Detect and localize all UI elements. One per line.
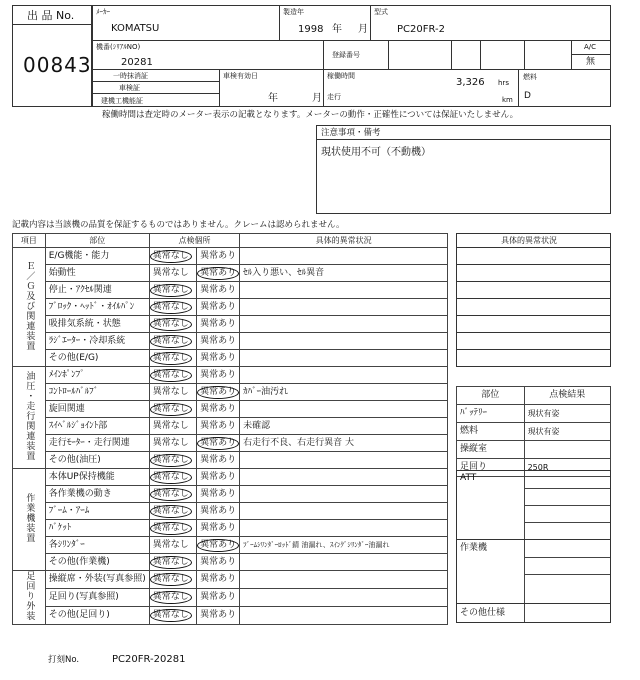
result-row — [457, 423, 611, 441]
model-label: 型式 — [374, 8, 388, 16]
group-label: 作業機装置 — [24, 493, 35, 543]
reg-box-3 — [480, 40, 525, 70]
expiry-month-unit: 月 — [312, 93, 322, 104]
no-abnormal-option: 異常なし — [150, 505, 192, 518]
group-label: Ｅ／Ｇ及び関連装置 — [24, 260, 35, 351]
no-abnormal-cell — [149, 452, 196, 469]
part-cell: 始動性 — [45, 265, 149, 282]
reg-box-4 — [524, 40, 572, 70]
abnormal-cell — [197, 520, 240, 537]
group-label-cell — [13, 571, 46, 625]
result-value: 250R — [524, 459, 610, 477]
no-abnormal-option: 異常なし — [150, 556, 192, 569]
header-detail: 具体的異常状況 — [240, 234, 448, 248]
att-box — [456, 470, 611, 540]
fuel-label: 燃料 — [523, 73, 537, 81]
year-cell — [279, 5, 371, 41]
no-abnormal-cell — [149, 589, 196, 607]
abnormal-option: 異常あり — [200, 610, 237, 620]
detail-cell: ｾﾙ入り悪い、ｾﾙ異音 — [240, 265, 448, 282]
abnormal-option: 異常あり — [200, 488, 237, 499]
part-cell: その他(油圧) — [45, 452, 149, 469]
abnormal-cell — [197, 486, 240, 503]
maker-value: KOMATSU — [111, 23, 160, 34]
abnormal-cell — [197, 367, 240, 384]
abnormal-cell — [197, 418, 240, 435]
no-abnormal-option: 異常なし — [152, 420, 189, 431]
header-check: 点検個所 — [149, 234, 239, 248]
abnormal-option: 異常あり — [200, 250, 237, 261]
result-value: 現状有姿 — [524, 405, 610, 423]
no-abnormal-option: 異常なし — [150, 454, 192, 467]
right-detail-row — [456, 315, 611, 333]
inspection-row — [13, 607, 448, 625]
result-part: 操縦室 — [457, 441, 525, 459]
detail-cell — [240, 503, 448, 520]
abnormal-cell — [197, 299, 240, 316]
no-abnormal-cell — [149, 503, 196, 520]
inspection-row — [13, 571, 448, 589]
group-label-cell — [13, 248, 46, 367]
part-cell: 足回り(写真参照) — [45, 589, 149, 607]
no-abnormal-option: 異常なし — [150, 488, 192, 501]
part-cell: その他(E/G) — [45, 350, 149, 367]
inspection-row — [13, 333, 448, 350]
part-cell: 停止・ｱｸｾﾙ関連 — [45, 282, 149, 299]
abnormal-cell — [197, 350, 240, 367]
serial-label: 機番(ｼﾘｱﾙNO) — [96, 43, 141, 51]
result-value — [524, 441, 610, 459]
detail-cell — [240, 589, 448, 607]
ac-value-cell — [571, 54, 611, 70]
abnormal-cell — [197, 435, 240, 452]
no-abnormal-cell — [149, 607, 196, 625]
caution-label-cell — [316, 125, 611, 140]
detail-cell — [240, 282, 448, 299]
abnormal-cell — [197, 589, 240, 607]
no-abnormal-cell — [149, 350, 196, 367]
detail-cell — [240, 486, 448, 503]
part-cell: ﾗｼﾞｴｰﾀｰ・冷却系統 — [45, 333, 149, 350]
maker-cell — [92, 5, 280, 41]
inspection-header-row — [13, 234, 448, 248]
no-abnormal-option: 異常なし — [152, 267, 189, 278]
no-abnormal-option: 異常なし — [150, 591, 192, 604]
work-line — [524, 574, 610, 575]
vehicle-cert-label: 車検証 — [119, 84, 140, 92]
run-label: 走行 — [327, 93, 341, 101]
temp-cert-label: 一時抹消証 — [113, 72, 148, 80]
right-detail-row — [456, 264, 611, 282]
part-cell: ﾌﾞｰﾑ・ｱｰﾑ — [45, 503, 149, 520]
inspection-row — [13, 384, 448, 401]
abnormal-cell — [197, 265, 240, 282]
detail-cell — [240, 299, 448, 316]
serial-value: 20281 — [121, 57, 153, 68]
expiry-label: 車検有効日 — [223, 72, 258, 80]
reg-label-cell — [323, 40, 389, 70]
inspection-row — [13, 299, 448, 316]
year-label: 製造年 — [283, 8, 304, 16]
detail-cell — [240, 571, 448, 589]
abnormal-cell — [197, 537, 240, 554]
part-cell: 各作業機の動き — [45, 486, 149, 503]
part-cell: ﾊﾞｹｯﾄ — [45, 520, 149, 537]
month-unit: 月 — [358, 24, 368, 35]
abnormal-option: 異常あり — [200, 335, 237, 346]
part-cell: ﾒｲﾝﾎﾟﾝﾌﾟ — [45, 367, 149, 384]
no-abnormal-option: 異常なし — [150, 335, 192, 348]
fuel-value: D — [524, 91, 531, 101]
check-result-header — [457, 387, 611, 405]
no-abnormal-option: 異常なし — [152, 539, 189, 550]
detail-cell — [240, 333, 448, 350]
right-detail-header-label: 具体的異常状況 — [501, 236, 557, 245]
no-abnormal-option: 異常なし — [150, 403, 192, 416]
abnormal-cell — [197, 571, 240, 589]
no-abnormal-option: 異常なし — [150, 369, 192, 382]
result-result-header: 点検結果 — [524, 387, 610, 405]
inspection-row — [13, 248, 448, 265]
no-abnormal-cell — [149, 520, 196, 537]
part-cell: 吸排気系統・状態 — [45, 316, 149, 333]
work-line — [524, 557, 610, 558]
part-cell: 各ｼﾘﾝﾀﾞｰ — [45, 537, 149, 554]
inspection-row — [13, 282, 448, 299]
result-part: ﾊﾞｯﾃﾘｰ — [457, 405, 525, 423]
inspection-row — [13, 265, 448, 282]
abnormal-option: 異常あり — [197, 267, 239, 280]
work-cert-label: 建機工機能証 — [101, 97, 143, 105]
item-no-box — [12, 24, 92, 107]
inspection-row — [13, 367, 448, 384]
abnormal-option: 異常あり — [200, 454, 237, 465]
other-label: その他仕様 — [460, 608, 506, 618]
work-label: 作業機 — [460, 543, 488, 553]
serial-cell — [92, 40, 324, 70]
no-abnormal-cell — [149, 299, 196, 316]
abnormal-option: 異常あり — [200, 352, 237, 363]
part-cell: ｽｲﾍﾞﾙｼﾞｮｲﾝﾄ部 — [45, 418, 149, 435]
part-cell: 走行ﾓｰﾀｰ・走行関連 — [45, 435, 149, 452]
inspection-row — [13, 503, 448, 520]
abnormal-cell — [197, 248, 240, 265]
no-abnormal-option: 異常なし — [150, 301, 192, 314]
hours-label: 稼働時間 — [327, 72, 355, 80]
abnormal-option: 異常あり — [197, 386, 239, 399]
part-cell: その他(作業機) — [45, 554, 149, 571]
inspection-row — [13, 401, 448, 418]
work-divider — [524, 540, 525, 603]
abnormal-option: 異常あり — [200, 420, 237, 431]
ac-value: 無 — [586, 57, 596, 67]
item-no-label-box — [12, 5, 92, 25]
no-abnormal-option: 異常なし — [150, 250, 192, 263]
inspection-row — [13, 469, 448, 486]
detail-cell — [240, 607, 448, 625]
att-line — [524, 522, 610, 523]
detail-cell — [240, 401, 448, 418]
abnormal-option: 異常あり — [200, 505, 237, 516]
att-line — [524, 505, 610, 506]
detail-cell: 未確認 — [240, 418, 448, 435]
abnormal-option: 異常あり — [200, 592, 237, 602]
right-detail-row — [456, 281, 611, 299]
no-abnormal-option: 異常なし — [150, 573, 192, 586]
no-abnormal-option: 異常なし — [152, 386, 189, 397]
hours-unit: hrs — [498, 79, 509, 87]
reg-box-1 — [388, 40, 452, 70]
detail-cell: ﾌﾞｰﾑｼﾘﾝﾀﾞｰﾛｯﾄﾞ錆 油漏れ、ｽｲﾝｸﾞｼﾘﾝﾀﾞｰ油漏れ — [240, 537, 448, 554]
reg-box-2 — [451, 40, 481, 70]
abnormal-option: 異常あり — [200, 318, 237, 329]
no-abnormal-cell — [149, 554, 196, 571]
result-row — [457, 441, 611, 459]
no-abnormal-cell — [149, 316, 196, 333]
abnormal-option: 異常あり — [197, 437, 239, 450]
no-abnormal-cell — [149, 384, 196, 401]
detail-cell: ｶﾊﾞｰ油汚れ — [240, 384, 448, 401]
detail-cell — [240, 520, 448, 537]
no-abnormal-cell — [149, 367, 196, 384]
inspection-table — [12, 233, 448, 625]
model-value: PC20FR-2 — [397, 24, 446, 35]
detail-cell — [240, 248, 448, 265]
km-unit: km — [502, 96, 513, 104]
inspection-row — [13, 452, 448, 469]
caution-text: 現状使用不可（不動機） — [321, 147, 431, 158]
year-value: 1998 — [298, 24, 324, 35]
reg-label: 登録番号 — [332, 51, 360, 59]
detail-cell: 右走行不良、右走行異音 大 — [240, 435, 448, 452]
detail-cell — [240, 316, 448, 333]
item-no: 00843 — [23, 53, 92, 77]
inspection-row — [13, 520, 448, 537]
model-cell — [370, 5, 611, 41]
expiry-year-unit: 年 — [268, 93, 278, 104]
abnormal-option: 異常あり — [200, 369, 237, 380]
other-box — [456, 603, 611, 623]
inspection-row — [13, 589, 448, 607]
result-value: 現状有姿 — [524, 423, 610, 441]
detail-cell — [240, 367, 448, 384]
disclaimer-top: 稼働時間は査定時のメーター表示の記載となります。メーターの動作・正確性については保証いたしません。 — [102, 110, 519, 120]
no-abnormal-cell — [149, 333, 196, 350]
detail-cell — [240, 469, 448, 486]
inspection-row — [13, 537, 448, 554]
part-cell: 旋回関連 — [45, 401, 149, 418]
fuel-cell — [518, 69, 611, 107]
no-abnormal-cell — [149, 401, 196, 418]
no-abnormal-cell — [149, 486, 196, 503]
no-abnormal-option: 異常なし — [150, 471, 192, 484]
abnormal-cell — [197, 384, 240, 401]
abnormal-cell — [197, 554, 240, 571]
group-label: 足回り外装 — [24, 571, 35, 621]
right-detail-row — [456, 298, 611, 316]
abnormal-option: 異常あり — [200, 301, 237, 312]
right-detail-row — [456, 349, 611, 367]
group-label-cell — [13, 469, 46, 571]
detail-cell — [240, 452, 448, 469]
check-result-table — [456, 386, 611, 477]
no-abnormal-cell — [149, 418, 196, 435]
abnormal-cell — [197, 282, 240, 299]
att-line — [524, 488, 610, 489]
no-abnormal-option: 異常なし — [150, 318, 192, 331]
disclaimer-mid: 記載内容は当該機の品質を保証するものではありません。クレームは認められません。 — [12, 220, 345, 230]
no-abnormal-cell — [149, 435, 196, 452]
caution-box — [316, 139, 611, 214]
no-abnormal-option: 異常なし — [150, 352, 192, 365]
hours-cell — [323, 69, 519, 107]
inspection-row — [13, 350, 448, 367]
ac-label-cell — [571, 40, 611, 55]
inspection-row — [13, 554, 448, 571]
abnormal-cell — [197, 316, 240, 333]
right-detail-header — [456, 233, 611, 248]
ac-label: A/C — [584, 43, 597, 51]
no-abnormal-option: 異常なし — [150, 609, 192, 622]
part-cell: 本体UP保持機能 — [45, 469, 149, 486]
inspection-row — [13, 435, 448, 452]
att-label: ATT — [460, 473, 477, 483]
no-abnormal-cell — [149, 571, 196, 589]
no-abnormal-cell — [149, 265, 196, 282]
no-abnormal-cell — [149, 282, 196, 299]
right-detail-row — [456, 332, 611, 350]
abnormal-option: 異常あり — [200, 522, 237, 533]
abnormal-option: 異常あり — [200, 284, 237, 295]
abnormal-option: 異常あり — [200, 556, 237, 567]
inspection-row — [13, 316, 448, 333]
abnormal-cell — [197, 401, 240, 418]
group-label: 油圧・走行関連装置 — [24, 371, 35, 461]
abnormal-cell — [197, 607, 240, 625]
no-abnormal-option: 異常なし — [150, 284, 192, 297]
stamp-value: PC20FR-20281 — [112, 654, 186, 665]
group-label-cell — [13, 367, 46, 469]
right-detail-row — [456, 247, 611, 265]
inspection-row — [13, 486, 448, 503]
other-divider — [524, 604, 525, 622]
header-part: 部位 — [45, 234, 149, 248]
detail-cell — [240, 554, 448, 571]
abnormal-cell — [197, 333, 240, 350]
part-cell: 操縦席・外装(写真参照) — [45, 571, 149, 589]
caution-label: 注意事項・備考 — [321, 128, 381, 138]
hours-value: 3,326 — [456, 77, 485, 88]
header-item: 項目 — [13, 234, 46, 248]
result-row — [457, 405, 611, 423]
result-part: 燃料 — [457, 423, 525, 441]
abnormal-option: 異常あり — [200, 403, 237, 414]
item-no-label: 出 品 No. — [27, 9, 75, 22]
no-abnormal-option: 異常なし — [150, 522, 192, 535]
part-cell: その他(足回り) — [45, 607, 149, 625]
abnormal-cell — [197, 452, 240, 469]
inspection-row — [13, 418, 448, 435]
abnormal-option: 異常あり — [200, 471, 237, 482]
stamp-label: 打刻No. — [48, 655, 80, 665]
abnormal-option: 異常あり — [197, 539, 239, 552]
part-cell: ﾌﾞﾛｯｸ・ﾍｯﾄﾞ・ｵｲﾙﾊﾟﾝ — [45, 299, 149, 316]
expiry-cell — [219, 69, 324, 107]
result-part-header: 部位 — [457, 387, 525, 405]
no-abnormal-cell — [149, 469, 196, 486]
detail-cell — [240, 350, 448, 367]
maker-label: ﾒｰｶｰ — [96, 8, 110, 16]
result-part: 足回り — [457, 459, 525, 477]
no-abnormal-cell — [149, 537, 196, 554]
part-cell: E/G機能・能力 — [45, 248, 149, 265]
year-unit: 年 — [332, 24, 342, 35]
work-cert-cell — [92, 93, 220, 107]
work-box — [456, 539, 611, 604]
no-abnormal-cell — [149, 248, 196, 265]
abnormal-cell — [197, 469, 240, 486]
no-abnormal-option: 異常なし — [152, 437, 189, 448]
abnormal-cell — [197, 503, 240, 520]
part-cell: ｺﾝﾄﾛｰﾙﾊﾞﾙﾌﾞ — [45, 384, 149, 401]
abnormal-option: 異常あり — [200, 574, 237, 584]
